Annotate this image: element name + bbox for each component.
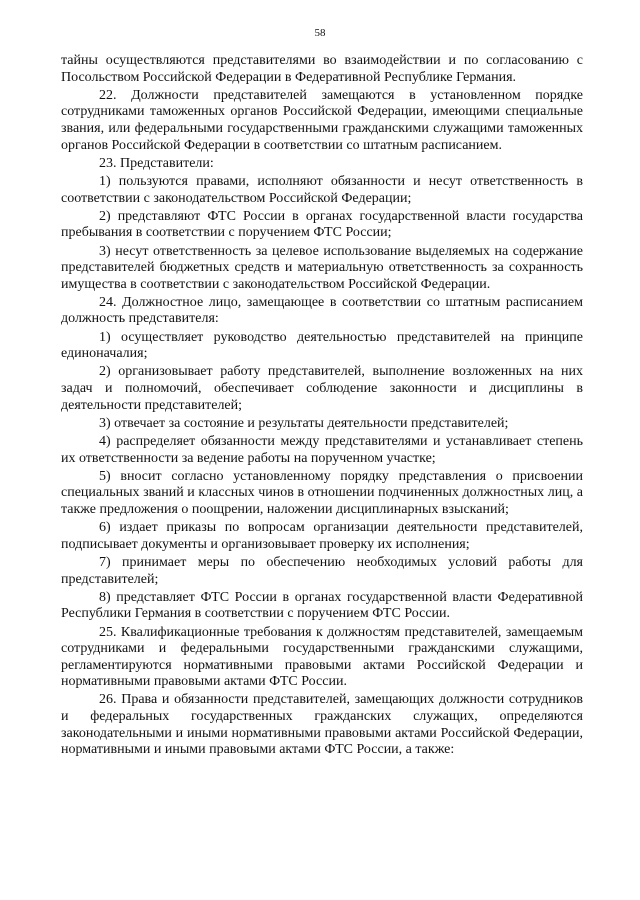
paragraph-24-heading: 24. Должностное лицо, замещающее в соответствии со штатным расписанием должность представителя: (61, 294, 583, 327)
paragraph-24-item-1: 1) осуществляет руководство деятельностью представителей на принципе единоначалия; (61, 329, 583, 362)
paragraph-23-item-3: 3) несут ответственность за целевое использование выделяемых на содержание представителей бюджетных средств и материальную ответственность за сохранность имущества в соответствии с законодательством Российской Федерации. (61, 243, 583, 292)
paragraph-23-item-1: 1) пользуются правами, исполняют обязанности и несут ответственность в соответствии с законодательством Российской Федерации; (61, 173, 583, 206)
paragraph-24-item-4: 4) распределяет обязанности между представителями и устанавливает степень их ответственности за ведение работы на порученном участке; (61, 434, 583, 466)
paragraph-22: 22. Должности представителей замещаются в установленном порядке сотрудниками таможенных органов Российской Федерации, имеющими специальные звания, или федеральными государственными гражданскими служащими таможенных органов Российской Федерации в соответствии со штатным расписанием. (61, 87, 583, 153)
page-number: 58 (314, 27, 326, 39)
paragraph-23-heading: 23. Представители: (99, 155, 214, 171)
paragraph-24-item-8: 8) представляет ФТС России в органах государственной власти Федеративной Республики Германия в соответствии с поручением ФТС России. (61, 589, 583, 622)
paragraph-23-item-2: 2) представляют ФТС России в органах государственной власти государства пребывания в соответствии с поручением ФТС России; (61, 208, 583, 241)
paragraph-24-item-7: 7) принимает меры по обеспечению необходимых условий работы для представителей; (61, 554, 583, 587)
paragraph-24-item-5: 5) вносит согласно установленному порядку представления о присвоении специальных званий и классных чинов в отношении подчиненных должностных лиц, а также предложения о поощрении, наложении дисциплинарных взысканий; (61, 468, 583, 517)
paragraph-24-item-6: 6) издает приказы по вопросам организации деятельности представителей, подписывает документы и организовывает проверку их исполнения; (61, 520, 583, 552)
paragraph-continuation: тайны осуществляются представителями во взаимодействии и по согласованию с Посольством Российской Федерации в Федеративной Республике Германия. (61, 53, 583, 85)
paragraph-25: 25. Квалификационные требования к должностям представителей, замещаемым сотрудниками и федеральными государственными гражданскими служащими, регламентируются нормативными правовыми актами Российской Федерации и нормативными правовыми актами ФТС России. (61, 624, 583, 690)
paragraph-24-item-2: 2) организовывает работу представителей, выполнение возложенных на них задач и полномочий, обеспечивает соблюдение законности и дисциплины в деятельности представителей; (61, 364, 583, 413)
paragraph-24-item-3: 3) отвечает за состояние и результаты деятельности представителей; (99, 415, 509, 431)
paragraph-26: 26. Права и обязанности представителей, замещающих должности сотрудников и федеральных государственных гражданских служащих, определяются законодательными и иными нормативными правовыми актами Российской Федерации, нормативными и иными правовыми актами ФТС России, а также: (61, 692, 583, 758)
body-text (61, 53, 583, 760)
